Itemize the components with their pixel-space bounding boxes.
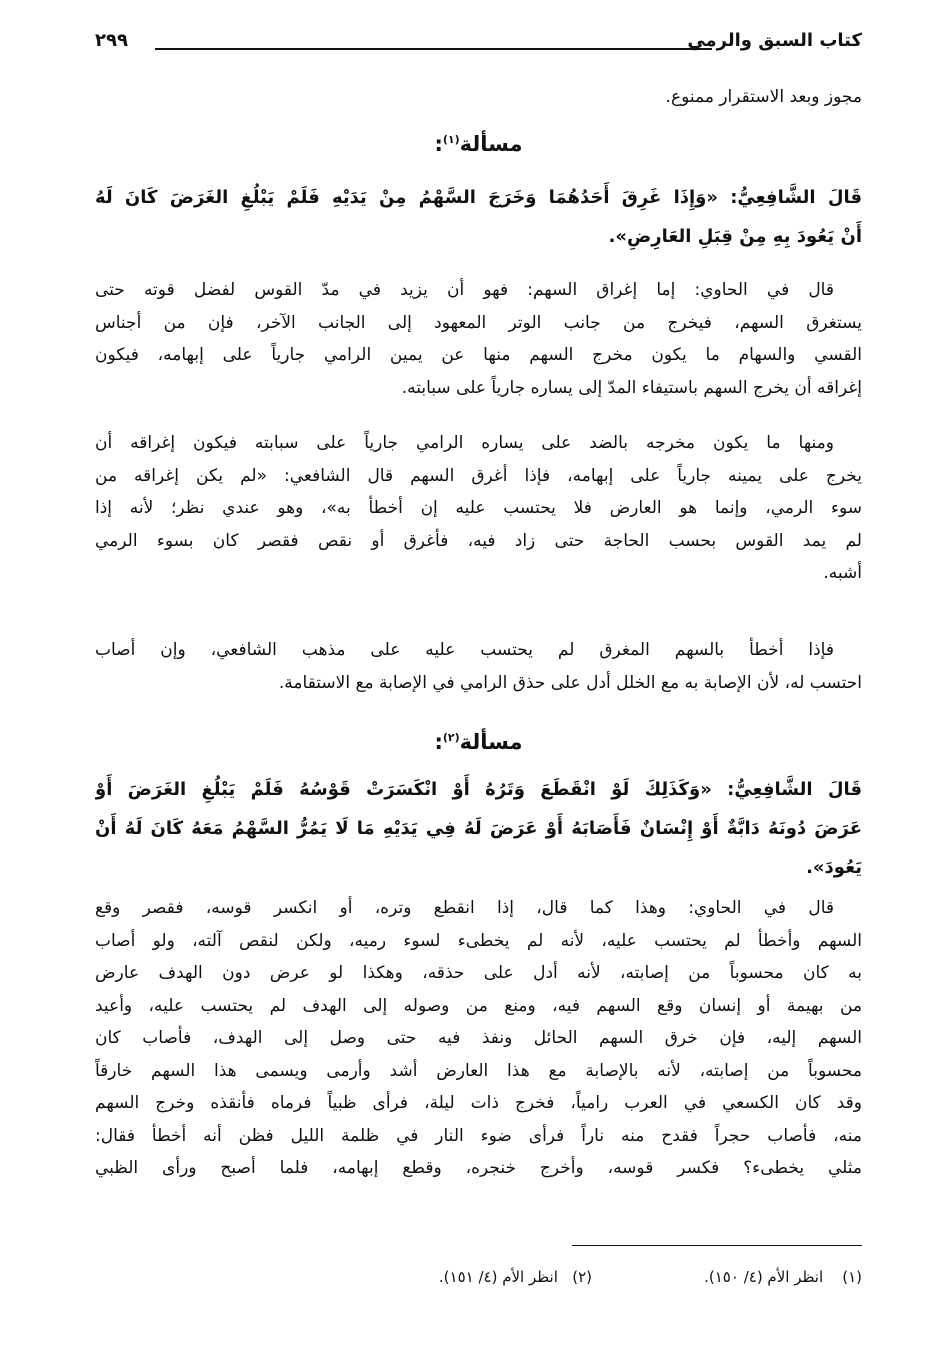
footnote-2 bbox=[439, 1268, 592, 1286]
paragraph bbox=[95, 634, 862, 699]
text-line: وقد كان الكسعي في العرب رامياً، فخرج ذات ليلة، فرأى ظبياً فرماه فأنقذه وخرج السهم bbox=[95, 1093, 862, 1113]
text-line: ومنها ما يكون مخرجه بالضد على يساره الرامي جارياً على سبابته فيكون إغراقه أن bbox=[95, 433, 834, 453]
text-line: مجوز وبعد الاستقرار ممنوع. bbox=[665, 87, 862, 107]
paragraph bbox=[95, 427, 862, 590]
text-line: القسي والسهام ما يكون مخرج السهم منها عن يمين الرامي جارياً على إبهامه، فيكون bbox=[95, 345, 862, 365]
header-rule bbox=[155, 48, 712, 50]
shafii-quote-2 bbox=[95, 770, 862, 887]
text-line: يستغرق السهم، فيخرج من جانب الوتر المعهود إلى الجانب الآخر، فإن من أجناس bbox=[95, 312, 862, 333]
text-line: مثلي يخطىء؟ فكسر قوسه، وأخرج خنجره، وقطع إبهامه، فلما أصبح ورأى الظبي bbox=[95, 1158, 862, 1178]
text-line: به كان محسوباً من إصابته، لأنه أدل على حذقه، وهكذا لو عرض دون الهدف عارض bbox=[95, 963, 862, 983]
footnote-text: انظر الأم (٤/ ١٥١). bbox=[438, 1268, 558, 1286]
running-header bbox=[95, 30, 862, 60]
text-line: السهم وأخطأ لم يحتسب عليه، لأنه لم يخطىء لسوء رميه، ولكن لنقص آلته، ولو أصاب bbox=[95, 930, 862, 951]
page-number: ٢٩٩ bbox=[95, 30, 128, 51]
heading-text: مسألة bbox=[459, 730, 523, 754]
paragraph bbox=[95, 274, 862, 404]
text-line: قال في الحاوي: وهذا كما قال، إذا انقطع وتره، أو انكسر قوسه، فقصر وقع bbox=[95, 898, 834, 918]
quote-line: عَرَضَ دُونَهُ دَابَّةٌ أَوْ إِنْسَانٌ فَأَصَابَهُ أَوْ عَرَضَ لَهُ فِي يَدَيْهِ مَا لَا يَمُرُّ السَّهْمُ مَعَهُ كَانَ لَهُ أَنْ bbox=[95, 818, 862, 839]
text-line: إغراقه أن يخرج السهم باستيفاء المدّ إلى يساره جارياً على سبابته. bbox=[401, 377, 862, 398]
footnote-number: (٢) bbox=[572, 1268, 592, 1286]
heading-colon: : bbox=[434, 132, 443, 156]
quote-line: أَنْ يَعُودَ بِهِ مِنْ قِبَلِ العَارِضِ». bbox=[608, 226, 862, 247]
section-heading-2 bbox=[95, 730, 862, 754]
continuation-text bbox=[95, 81, 862, 114]
text-line: لم يمد القوس بحسب الحاجة حتى زاد فيه، فأغرق أو نقص فقصر كان بسوء الرمي bbox=[95, 530, 862, 551]
book-page bbox=[95, 0, 862, 1370]
text-line: يخرج على يمينه جارياً على إبهامه، فإذا أغرق السهم قال الشافعي: «لم يكن إغراقه من bbox=[95, 465, 862, 486]
text-line: احتسب له، لأن الإصابة به مع الخلل أدل على حذق الرامي في الإصابة مع الاستقامة. bbox=[278, 672, 862, 693]
footnote-ref[interactable]: (١) bbox=[442, 133, 460, 146]
footnote-rule bbox=[572, 1245, 862, 1246]
running-title: كتاب السبق والرمي bbox=[687, 30, 862, 51]
text-line: سوء الرمي، وإنما هو العارض فلا يحتسب عليه إن أخطأ به»، وهو عندي نظر؛ لأنه إذا bbox=[95, 498, 862, 518]
footnote-text: انظر الأم (٤/ ١٥٠). bbox=[704, 1268, 824, 1286]
quote-line: يَعُودَ». bbox=[806, 857, 862, 878]
text-line: من بهيمة أو إنسان وقع السهم فيه، ومنع من وصوله إلى الهدف لم يحتسب عليه، وأعيد bbox=[95, 995, 862, 1016]
quote-line: قَالَ الشَّافِعِيُّ: «وَكَذَلِكَ لَوْ انْقَطَعَ وَتَرُهُ أَوْ انْكَسَرَتْ قَوْسُهُ فَلَمْ يَبْلُغِ الغَرَضَ أَوْ bbox=[95, 779, 862, 800]
text-line: محسوباً من إصابته، لأنه بالإصابة مع هذا العارض أشد وأرمى ويسمى هذا السهم خارقاً bbox=[95, 1060, 862, 1081]
text-line: أشبه. bbox=[823, 563, 862, 583]
footnote-1 bbox=[704, 1268, 862, 1286]
section-heading-1 bbox=[95, 132, 862, 156]
text-line: منه، فأصاب حجراً فقدح منه ناراً فرأى ضوء النار في ظلمة الليل فظن أنه أخطأ فقال: bbox=[95, 1125, 862, 1146]
footnote-number: (١) bbox=[842, 1268, 862, 1286]
heading-colon: : bbox=[434, 730, 443, 754]
footnote-ref[interactable]: (٢) bbox=[442, 731, 460, 744]
paragraph bbox=[95, 892, 862, 1185]
quote-line: قَالَ الشَّافِعِيُّ: «وَإِذَا غَرِقَ أَحَدُهُمَا وَخَرَجَ السَّهْمُ مِنْ يَدَيْهِ فَلَمْ يَبْلُغِ الغَرَضَ كَانَ لَهُ bbox=[95, 187, 862, 208]
shafii-quote-1 bbox=[95, 178, 862, 256]
text-line: فإذا أخطأ بالسهم المغرق لم يحتسب عليه على مذهب الشافعي، وإن أصاب bbox=[95, 640, 834, 660]
text-line: السهم إليه، فإن خرق السهم الحائل ونفذ فيه حتى وصل إلى الهدف، فأصاب كان bbox=[95, 1028, 862, 1048]
heading-text: مسألة bbox=[459, 132, 523, 156]
text-line: قال في الحاوي: إما إغراق السهم: فهو أن يزيد في مدّ القوس لفضل قوته حتى bbox=[95, 280, 834, 300]
